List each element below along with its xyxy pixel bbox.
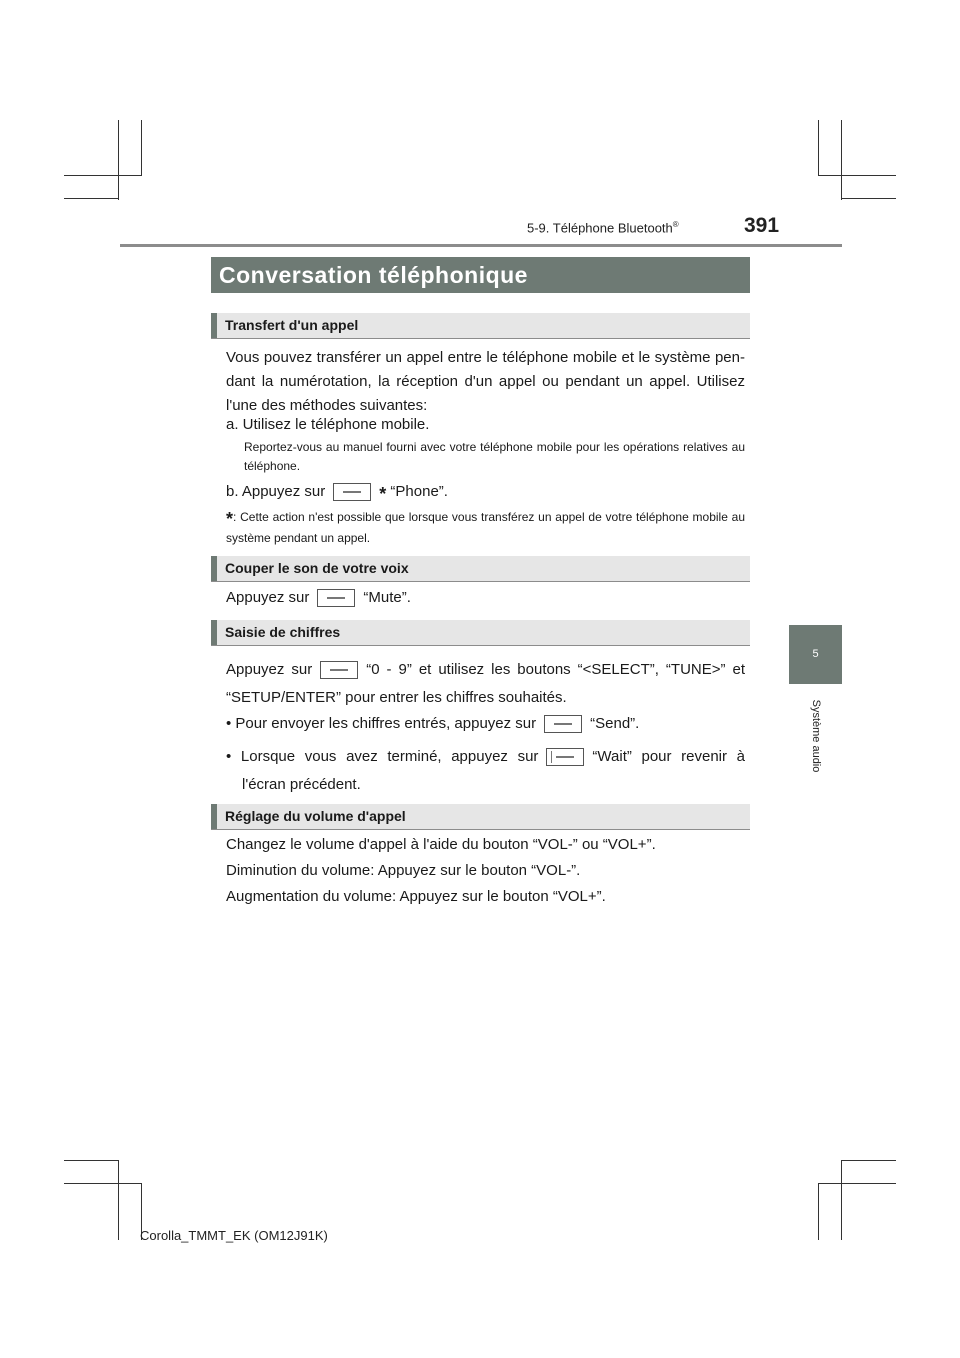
digits-instruction [226, 658, 745, 710]
digits-line2: “SETUP/ENTER” pour entrer les chiffres souhaités. [226, 689, 567, 706]
section-title [527, 220, 679, 235]
mute-instruction [226, 586, 745, 610]
footnote [226, 508, 745, 548]
mute-suffix: “Mute”. [363, 589, 411, 606]
mute-prefix: Appuyez sur [226, 589, 310, 606]
subheading-mute: Couper le son de votre voix [211, 556, 750, 582]
chapter-tab: 5 [789, 625, 842, 684]
chapter-label: Système audio [810, 699, 822, 773]
bullet-send [226, 712, 745, 736]
crop-mark [818, 120, 819, 176]
option-b-suffix: “Phone”. [390, 483, 448, 500]
section-title-text: 5-9. Téléphone Bluetooth [527, 220, 673, 236]
crop-mark [841, 1160, 842, 1240]
volume-line: Diminution du volume: Appuyez sur le bouton “VOL-”. [226, 862, 581, 879]
bullet-wait-prefix: • Lorsque vous avez terminé, appuyez sur [226, 748, 539, 765]
crop-mark [64, 198, 119, 199]
crop-mark [841, 198, 896, 199]
footnote-text: : Cette action n'est possible que lorsque vous transférez un appel de votre téléphone mobile au système pendant un appel. [226, 510, 745, 545]
crop-mark [818, 175, 896, 176]
option-a-note: Reportez-vous au manuel fourni avec votre téléphone mobile pour les opérations relatives au téléphone. [244, 440, 745, 473]
subheading-digits: Saisie de chiffres [211, 620, 750, 646]
crop-mark [841, 1160, 896, 1161]
digits-prefix: Appuyez sur [226, 661, 313, 678]
phone-menu-button-icon [333, 483, 371, 501]
subheading-transfer: Transfert d'un appel [211, 313, 750, 339]
transfer-intro-line: Vous pouvez transférer un appel entre le téléphone mobile et le système pen- [226, 349, 745, 366]
bullet-send-suffix: “Send”. [590, 715, 640, 732]
crop-mark [818, 1183, 819, 1240]
digits-button-icon [320, 661, 358, 679]
page-title: Conversation téléphonique [211, 257, 750, 293]
bullet-send-prefix: • Pour envoyer les chiffres entrés, appuyez sur [226, 715, 537, 732]
digits-suffix: “0 - 9” et utilisez les boutons “<SELECT”, “TUNE>” et [366, 661, 745, 678]
page-number: 391 [744, 214, 780, 237]
wait-button-icon [546, 748, 584, 766]
crop-mark [64, 1183, 142, 1184]
transfer-intro-line: dant la numérotation, la réception d'un appel ou pendant un appel. Utilisez [226, 373, 745, 390]
crop-mark [64, 1160, 119, 1161]
mute-button-icon [317, 589, 355, 607]
crop-mark [841, 120, 842, 200]
send-button-icon [544, 715, 582, 733]
crop-mark [141, 120, 142, 176]
subheading-volume: Réglage du volume d'appel [211, 804, 750, 830]
registered-mark: ® [672, 220, 679, 229]
header-rule [120, 244, 842, 247]
crop-mark [118, 1160, 119, 1240]
option-b [226, 480, 745, 506]
crop-mark [118, 120, 119, 200]
footer-code: Corolla_TMMT_EK (OM12J91K) [140, 1228, 328, 1243]
volume-line: Changez le volume d'appel à l'aide du bouton “VOL-” ou “VOL+”. [226, 836, 656, 853]
bullet-wait-suffix: “Wait” pour revenir à [592, 748, 745, 765]
crop-mark [64, 175, 142, 176]
footnote-asterisk: * [226, 509, 234, 529]
bullet-wait-line2: l'écran précédent. [242, 776, 361, 793]
crop-mark [818, 1183, 896, 1184]
volume-line: Augmentation du volume: Appuyez sur le bouton “VOL+”. [226, 888, 606, 905]
bullet-wait [226, 745, 745, 797]
option-a: a. Utilisez le téléphone mobile. [226, 416, 430, 433]
transfer-intro-line: l'une des méthodes suivantes: [226, 397, 428, 414]
option-b-prefix: b. Appuyez sur [226, 483, 326, 500]
transfer-intro [226, 346, 745, 418]
asterisk: * [379, 484, 387, 504]
